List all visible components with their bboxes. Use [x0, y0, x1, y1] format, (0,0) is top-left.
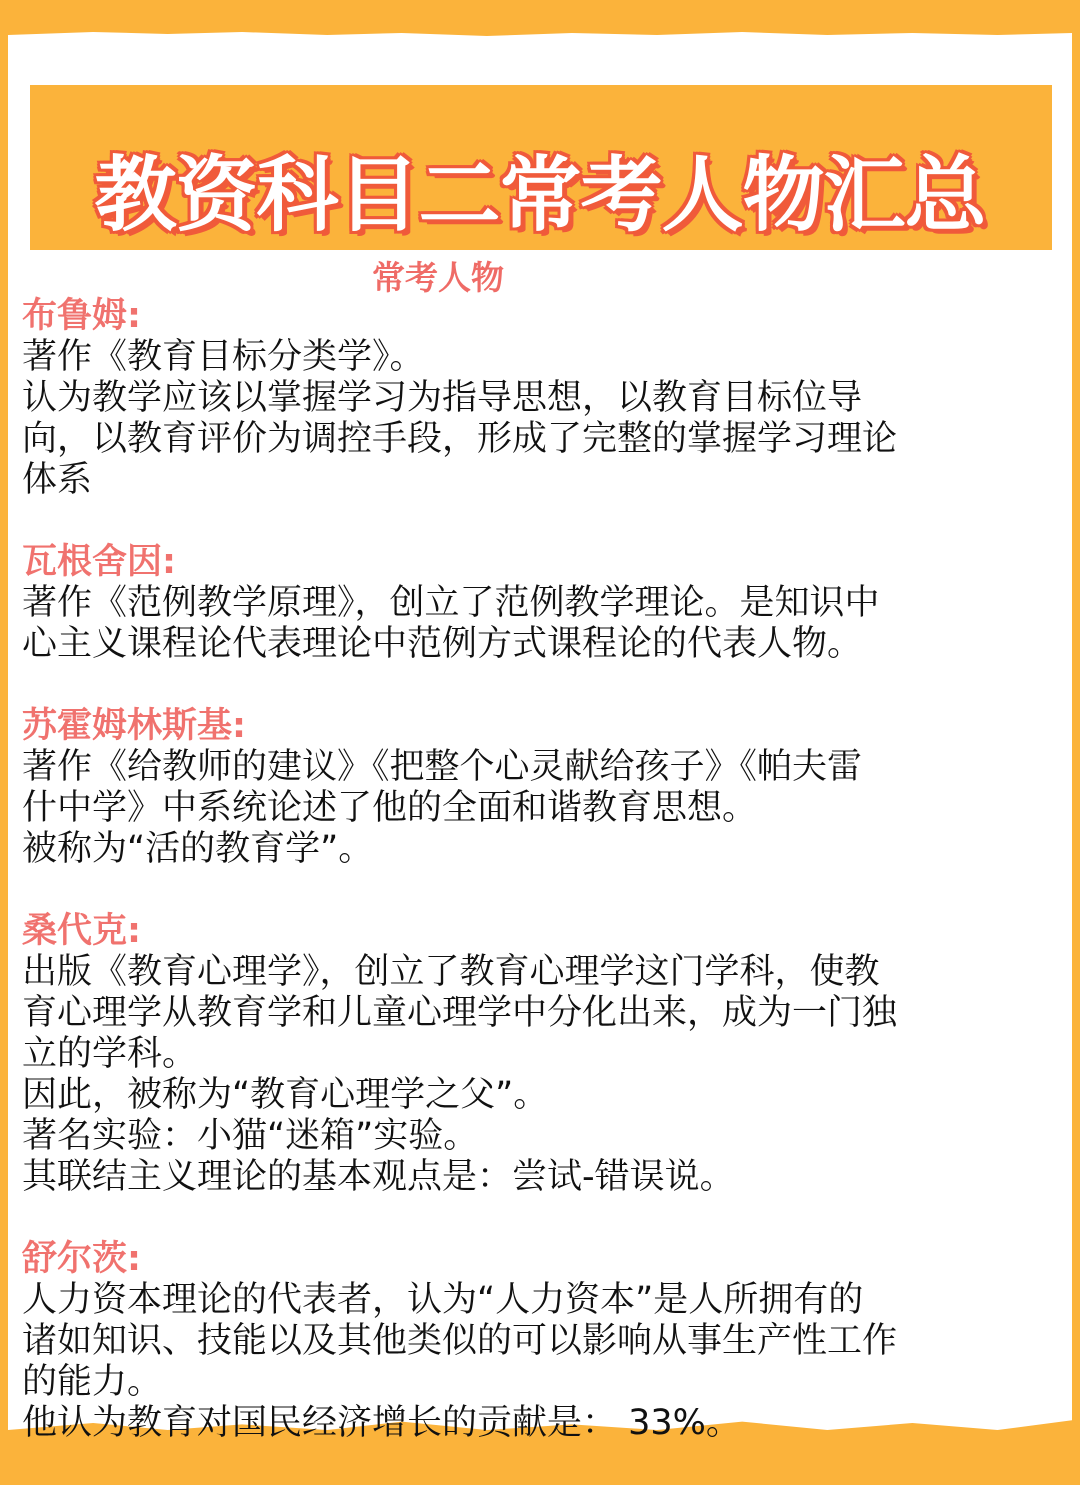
- description-line: 著作《教育目标分类学》。: [22, 337, 425, 377]
- page-title: 教资科目二常考人物汇总: [94, 148, 986, 243]
- person-name: 桑代克:: [22, 911, 141, 951]
- person-name: 舒尔茨:: [22, 1239, 141, 1279]
- description-line: 他认为教育对国民经济增长的贡献是： 33%。: [22, 1403, 741, 1443]
- description-line: 著作《范例教学原理》，创立了范例教学理论。是知识中: [22, 583, 880, 623]
- description-line: 诸如知识、技能以及其他类似的可以影响从事生产性工作: [22, 1321, 898, 1361]
- description-line: 被称为“活的教育学”。: [22, 829, 374, 869]
- description-line: 出版《教育心理学》，创立了教育心理学这门学科，使教: [22, 952, 880, 992]
- description-line: 什中学》中系统论述了他的全面和谐教育思想。: [22, 788, 758, 828]
- description-line: 认为教学应该以掌握学习为指导思想，以教育目标位导: [22, 378, 863, 418]
- person-entry-sukhomlinsky: [22, 706, 1062, 870]
- description-line: 人力资本理论的代表者，认为“人力资本”是人所拥有的: [22, 1280, 864, 1320]
- description-line: 著名实验：小猫“迷箱”实验。: [22, 1116, 479, 1156]
- description-line: 体系: [22, 460, 93, 500]
- person-entry-schultz: [22, 1239, 1062, 1444]
- description-line: 因此，被称为“教育心理学之父”。: [22, 1075, 549, 1115]
- person-entry-wagenschein: [22, 542, 1062, 665]
- person-name: 瓦根舍因:: [22, 542, 176, 582]
- content-area: [22, 296, 1062, 1485]
- person-name: 布鲁姆:: [22, 296, 141, 336]
- description-line: 的能力。: [22, 1362, 163, 1402]
- person-entry-bloom: [22, 296, 1062, 501]
- description-line: 立的学科。: [22, 1034, 198, 1074]
- person-entry-thorndike: [22, 911, 1062, 1198]
- person-name: 苏霍姆林斯基:: [22, 706, 246, 746]
- description-line: 著作《给教师的建议》《把整个心灵献给孩子》《帕夫雷: [22, 747, 863, 787]
- description-line: 其联结主义理论的基本观点是：尝试-错误说。: [22, 1157, 735, 1197]
- description-line: 向，以教育评价为调控手段，形成了完整的掌握学习理论: [22, 419, 898, 459]
- description-line: 育心理学从教育学和儿童心理学中分化出来，成为一门独: [22, 993, 898, 1033]
- description-line: 心主义课程论代表理论中范例方式课程论的代表人物。: [22, 624, 863, 664]
- page-subtitle: 常考人物: [372, 258, 504, 297]
